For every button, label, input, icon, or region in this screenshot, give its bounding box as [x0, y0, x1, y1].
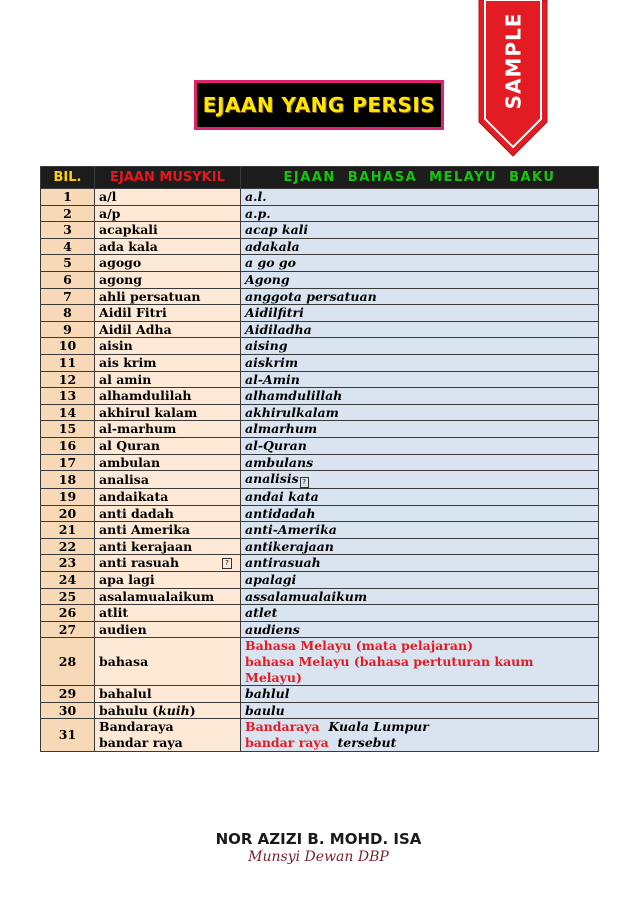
- table-row: [41, 271, 599, 288]
- table-row: [41, 238, 599, 255]
- row-number: 25: [41, 588, 95, 605]
- row-number: 31: [41, 719, 95, 751]
- musykil-text: anti rasuah: [99, 555, 180, 571]
- musykil-cell: a/l: [95, 189, 241, 206]
- baku-cell: assalamualaikum: [241, 588, 599, 605]
- baku-cell: antidadah: [241, 505, 599, 522]
- baku-cell: Aidiladha: [241, 321, 599, 338]
- table-row: [41, 621, 599, 638]
- musykil-cell: anti dadah: [95, 505, 241, 522]
- baku-line: [245, 654, 594, 685]
- musykil-cell: andaikata: [95, 489, 241, 506]
- baku-line: [245, 638, 594, 654]
- baku-cell: [241, 471, 599, 489]
- table-row: [41, 205, 599, 222]
- row-number: 7: [41, 288, 95, 305]
- sample-label: SAMPLE: [501, 12, 526, 110]
- baku-cell: anggota persatuan: [241, 288, 599, 305]
- author-role: Munsyi Dewan DBP: [248, 849, 389, 865]
- title-banner: [194, 80, 444, 130]
- row-number: 13: [41, 388, 95, 405]
- table-row: [41, 471, 599, 489]
- musykil-cell: acapkali: [95, 222, 241, 239]
- musykil-cell: asalamualaikum: [95, 588, 241, 605]
- header-bil: BIL.: [41, 167, 95, 189]
- musykil-cell: anti kerajaan: [95, 538, 241, 555]
- table-row: [41, 371, 599, 388]
- baku-cell: akhirulkalam: [241, 404, 599, 421]
- missing-glyph-icon: ?: [300, 477, 309, 488]
- row-number: 27: [41, 621, 95, 638]
- baku-cell: al-Quran: [241, 437, 599, 454]
- row-number: 26: [41, 605, 95, 622]
- musykil-cell: ahli persatuan: [95, 288, 241, 305]
- baku-part: M: [298, 654, 313, 670]
- table-row: [41, 222, 599, 239]
- row-number: 18: [41, 471, 95, 489]
- row-number: 12: [41, 371, 95, 388]
- row-number: 11: [41, 354, 95, 371]
- table-row: [41, 388, 599, 405]
- table-row: [41, 404, 599, 421]
- baku-cell: alhamdulillah: [241, 388, 599, 405]
- row-number: 15: [41, 421, 95, 438]
- musykil-line: bandar raya: [99, 735, 183, 750]
- table-row: [41, 505, 599, 522]
- musykil-part: kuih: [158, 702, 190, 718]
- baku-cell: Aidilfitri: [241, 305, 599, 322]
- row-number: 30: [41, 702, 95, 719]
- table-row: [41, 489, 599, 506]
- musykil-cell: bahalul: [95, 686, 241, 703]
- baku-part: Kuala Lumpur: [328, 719, 429, 735]
- table-row: [41, 338, 599, 355]
- musykil-cell: audien: [95, 621, 241, 638]
- baku-cell: Agong: [241, 271, 599, 288]
- table-row: [41, 421, 599, 438]
- table-row: [41, 454, 599, 471]
- musykil-cell: al-marhum: [95, 421, 241, 438]
- baku-cell: bahlul: [241, 686, 599, 703]
- baku-cell: aiskrim: [241, 354, 599, 371]
- row-number: 20: [41, 505, 95, 522]
- baku-cell: [241, 638, 599, 686]
- row-number: 16: [41, 437, 95, 454]
- baku-cell: a go go: [241, 255, 599, 272]
- header-musykil: EJAAN MUSYKIL: [95, 167, 241, 189]
- musykil-cell: aisin: [95, 338, 241, 355]
- missing-glyph-icon: ?: [222, 558, 232, 569]
- table-header-row: [41, 167, 599, 189]
- baku-part: M: [300, 638, 315, 654]
- spelling-table: [40, 166, 599, 752]
- musykil-cell: alhamdulilah: [95, 388, 241, 405]
- page-title: EJAAN YANG PERSIS: [202, 93, 436, 117]
- musykil-cell: akhirul kalam: [95, 404, 241, 421]
- table-row: [41, 719, 599, 751]
- row-number: 2: [41, 205, 95, 222]
- table-row: [41, 605, 599, 622]
- row-number: 19: [41, 489, 95, 506]
- musykil-cell: anti Amerika: [95, 522, 241, 539]
- sample-ribbon: [477, 0, 549, 158]
- baku-part: tersebut: [337, 735, 397, 750]
- row-number: 1: [41, 189, 95, 206]
- baku-part: bahasa: [245, 654, 299, 670]
- musykil-cell: [95, 555, 241, 572]
- musykil-cell: [95, 702, 241, 719]
- musykil-part: ): [189, 702, 196, 718]
- table-row: [41, 255, 599, 272]
- baku-cell: anti-Amerika: [241, 522, 599, 539]
- musykil-cell: agogo: [95, 255, 241, 272]
- row-number: 17: [41, 454, 95, 471]
- baku-text: analisis: [245, 471, 299, 487]
- table-row: [41, 555, 599, 572]
- musykil-cell: [95, 719, 241, 751]
- row-number: 14: [41, 404, 95, 421]
- baku-cell: audiens: [241, 621, 599, 638]
- baku-cell: almarhum: [241, 421, 599, 438]
- row-number: 10: [41, 338, 95, 355]
- table-row: [41, 572, 599, 589]
- table-row: [41, 538, 599, 555]
- table-row: [41, 189, 599, 206]
- row-number: 23: [41, 555, 95, 572]
- baku-part: elayu (bahasa pertuturan kaum Melayu): [245, 654, 534, 685]
- table-row: [41, 702, 599, 719]
- baku-cell: andai kata: [241, 489, 599, 506]
- baku-cell: adakala: [241, 238, 599, 255]
- row-number: 3: [41, 222, 95, 239]
- row-number: 8: [41, 305, 95, 322]
- row-number: 28: [41, 638, 95, 686]
- baku-cell: antikerajaan: [241, 538, 599, 555]
- musykil-cell: ada kala: [95, 238, 241, 255]
- baku-cell: aising: [241, 338, 599, 355]
- baku-cell: al-Amin: [241, 371, 599, 388]
- row-number: 21: [41, 522, 95, 539]
- baku-part: elayu (mata pelajaran): [314, 638, 474, 654]
- musykil-cell: ambulan: [95, 454, 241, 471]
- baku-cell: atlet: [241, 605, 599, 622]
- row-number: 9: [41, 321, 95, 338]
- musykil-cell: ais krim: [95, 354, 241, 371]
- baku-cell: a.l.: [241, 189, 599, 206]
- musykil-cell: al Quran: [95, 437, 241, 454]
- baku-cell: [241, 719, 599, 751]
- musykil-line: Bandaraya: [99, 719, 174, 735]
- table-row: [41, 321, 599, 338]
- baku-cell: antirasuah: [241, 555, 599, 572]
- musykil-cell: Aidil Fitri: [95, 305, 241, 322]
- table-row: [41, 588, 599, 605]
- musykil-cell: agong: [95, 271, 241, 288]
- table-row: [41, 354, 599, 371]
- musykil-cell: atlit: [95, 605, 241, 622]
- baku-cell: acap kali: [241, 222, 599, 239]
- row-number: 29: [41, 686, 95, 703]
- table-row: [41, 305, 599, 322]
- row-number: 6: [41, 271, 95, 288]
- baku-line: [245, 735, 594, 751]
- baku-cell: ambulans: [241, 454, 599, 471]
- baku-part: Bahasa: [245, 638, 301, 654]
- author-name: NOR AZIZI B. MOHD. ISA: [215, 830, 422, 848]
- musykil-cell: analisa: [95, 471, 241, 489]
- baku-cell: baulu: [241, 702, 599, 719]
- musykil-cell: al amin: [95, 371, 241, 388]
- musykil-part: bahulu (: [99, 702, 159, 718]
- header-baku: EJAAN BAHASA MELAYU BAKU: [241, 167, 599, 189]
- musykil-cell: apa lagi: [95, 572, 241, 589]
- row-number: 5: [41, 255, 95, 272]
- table-row: [41, 288, 599, 305]
- baku-line: [245, 719, 594, 735]
- baku-cell: apalagi: [241, 572, 599, 589]
- table-row: [41, 437, 599, 454]
- musykil-cell: bahasa: [95, 638, 241, 686]
- table-row: [41, 638, 599, 686]
- table-row: [41, 686, 599, 703]
- baku-part: bandar raya: [245, 735, 329, 750]
- table-row: [41, 522, 599, 539]
- row-number: 4: [41, 238, 95, 255]
- row-number: 24: [41, 572, 95, 589]
- musykil-cell: a/p: [95, 205, 241, 222]
- row-number: 22: [41, 538, 95, 555]
- baku-part: Bandaraya: [245, 719, 320, 735]
- musykil-cell: Aidil Adha: [95, 321, 241, 338]
- baku-cell: a.p.: [241, 205, 599, 222]
